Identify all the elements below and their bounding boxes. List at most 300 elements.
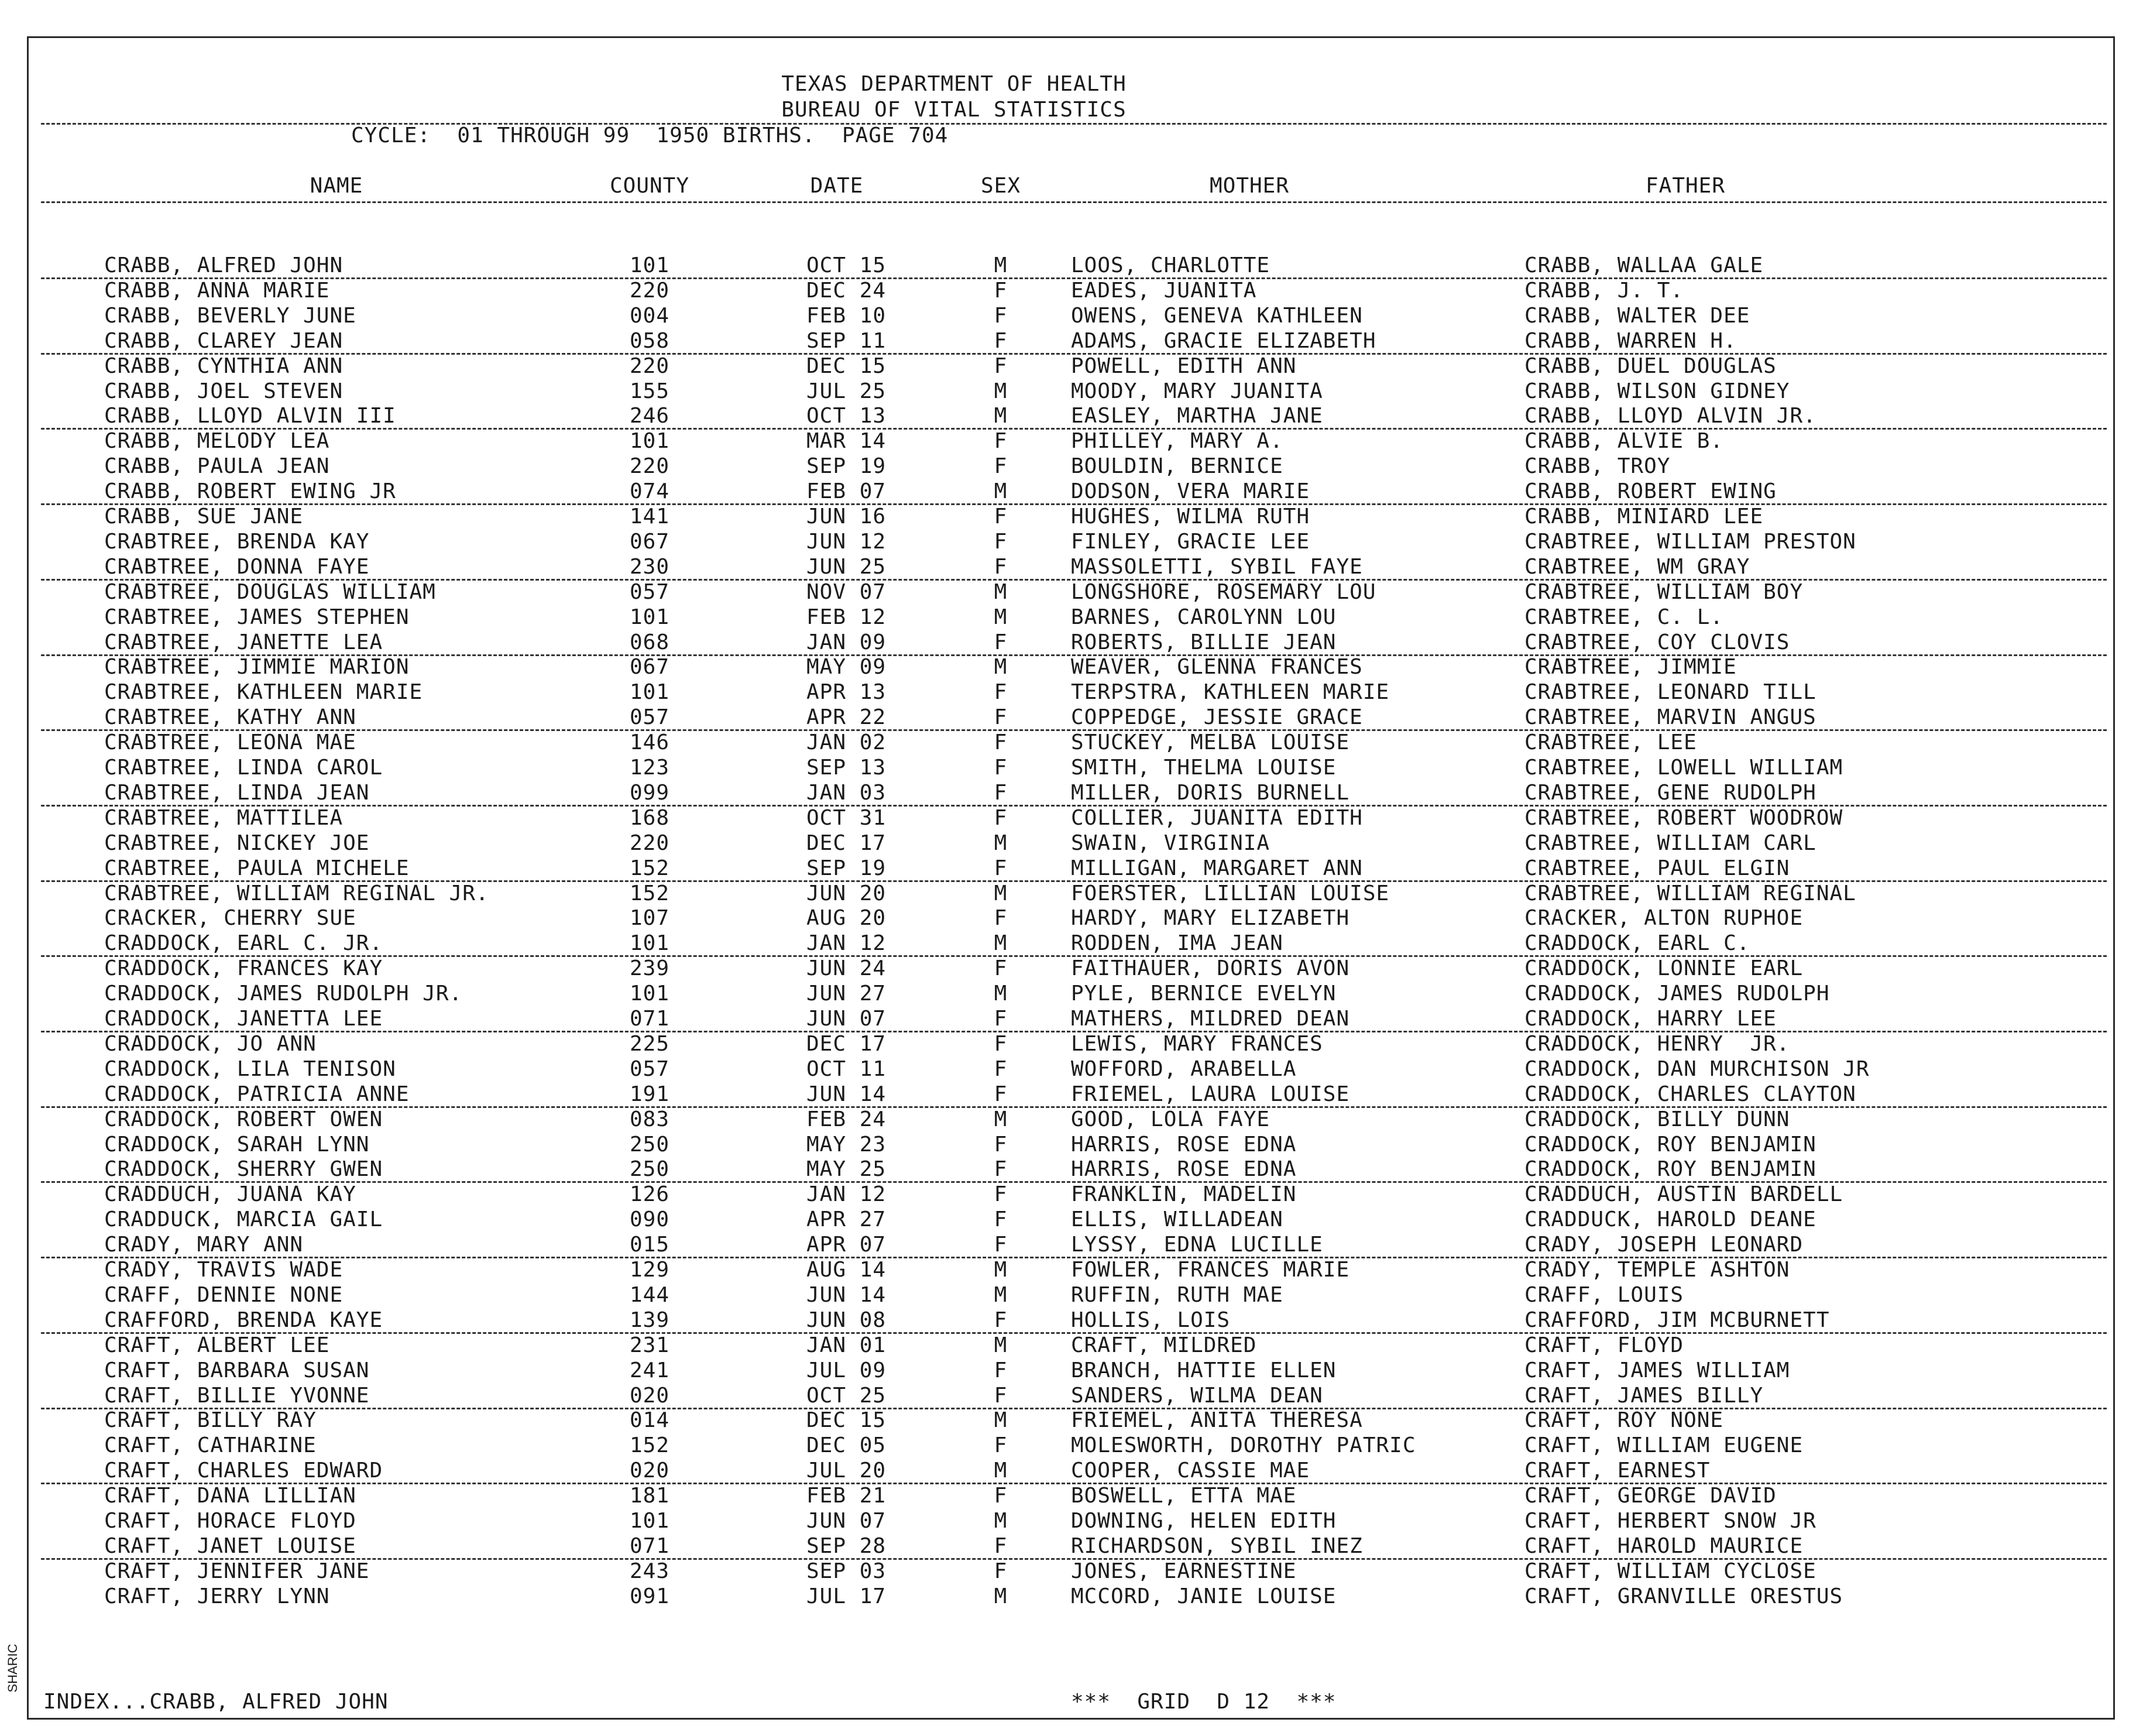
cell-sex: F [994, 328, 1008, 353]
cell-date: FEB 10 [806, 303, 887, 328]
cell-name: CRABB, PAULA JEAN [104, 454, 330, 479]
cell-county: 220 [629, 831, 670, 855]
cell-name: CRAFT, JANET LOUISE [104, 1533, 356, 1558]
cell-mother: STUCKEY, MELBA LOUISE [1071, 730, 1350, 755]
cell-name: CRABB, ALFRED JOHN [104, 253, 344, 277]
cell-mother: JONES, EARNESTINE [1071, 1559, 1297, 1583]
cell-mother: FINLEY, GRACIE LEE [1071, 529, 1310, 554]
cell-date: MAY 09 [806, 655, 887, 680]
cell-father: CRAFT, WILLIAM EUGENE [1524, 1433, 1804, 1458]
cell-name: CRADDOCK, ROBERT OWEN [104, 1107, 383, 1131]
cell-sex: M [994, 1459, 1008, 1483]
cell-father: CRADDOCK, BILLY DUNN [1524, 1107, 1790, 1131]
cell-sex: F [994, 1533, 1008, 1558]
cell-name: CRABTREE, PAULA MICHELE [104, 856, 410, 880]
column-header-date: DATE [810, 174, 864, 198]
cell-county: 168 [629, 805, 670, 830]
cell-father: CRABTREE, LOWELL WILLIAM [1524, 756, 1843, 780]
cell-mother: HARRIS, ROSE EDNA [1071, 1157, 1297, 1182]
cell-date: DEC 15 [806, 354, 887, 378]
cell-name: CRABTREE, LINDA CAROL [104, 756, 383, 780]
cell-sex: M [994, 1509, 1008, 1533]
cell-name: CRABTREE, MATTILEA [104, 805, 344, 830]
cell-father: CRADDUCK, HAROLD DEANE [1524, 1207, 1816, 1232]
cell-county: 057 [629, 705, 670, 730]
cell-father: CRABB, ALVIE B. [1524, 429, 1724, 454]
cell-mother: PYLE, BERNICE EVELYN [1071, 982, 1337, 1006]
cell-sex: F [994, 1157, 1008, 1182]
cell-father: CRAFT, HAROLD MAURICE [1524, 1533, 1804, 1558]
cell-name: CRABB, ANNA MARIE [104, 278, 330, 303]
cell-father: CRADDOCK, HARRY LEE [1524, 1007, 1777, 1031]
cell-date: JAN 12 [806, 1182, 887, 1207]
cell-father: CRABTREE, COY CLOVIS [1524, 630, 1790, 654]
cell-date: JUN 08 [806, 1308, 887, 1332]
cell-mother: ADAMS, GRACIE ELIZABETH [1071, 328, 1376, 353]
cell-sex: F [994, 1383, 1008, 1408]
cell-mother: HARDY, MARY ELIZABETH [1071, 906, 1350, 931]
cell-father: CRABTREE, LEE [1524, 730, 1697, 755]
cell-date: JUL 20 [806, 1459, 887, 1483]
cell-name: CRABTREE, DONNA FAYE [104, 554, 370, 579]
cell-mother: MOLESWORTH, DOROTHY PATRIC [1071, 1433, 1416, 1458]
column-header-county: COUNTY [609, 174, 690, 198]
cell-father: CRABTREE, WILLIAM REGINAL [1524, 881, 1856, 905]
agency-title: TEXAS DEPARTMENT OF HEALTH [781, 72, 1127, 96]
cell-father: CRADDOCK, EARL C. [1524, 931, 1750, 956]
cell-mother: COPPEDGE, JESSIE GRACE [1071, 705, 1363, 730]
cell-name: CRADDOCK, EARL C. JR. [104, 931, 383, 956]
cell-mother: HUGHES, WILMA RUTH [1071, 505, 1310, 529]
cell-father: CRAFFORD, JIM MCBURNETT [1524, 1308, 1830, 1332]
cell-county: 020 [629, 1459, 670, 1483]
cell-mother: COLLIER, JUANITA EDITH [1071, 805, 1363, 830]
cell-date: JUN 24 [806, 956, 887, 981]
cell-date: JUN 25 [806, 554, 887, 579]
cell-name: CRAFFORD, BRENDA KAYE [104, 1308, 383, 1332]
column-header-father: FATHER [1645, 174, 1726, 198]
cell-name: CRADDOCK, JANETTA LEE [104, 1007, 383, 1031]
cell-name: CRADDUCH, JUANA KAY [104, 1182, 356, 1207]
cell-mother: FRIEMEL, LAURA LOUISE [1071, 1082, 1350, 1106]
cell-county: 220 [629, 278, 670, 303]
cell-father: CRABB, WARREN H. [1524, 328, 1737, 353]
cell-name: CRAFT, CATHARINE [104, 1433, 317, 1458]
cell-father: CRABB, WALTER DEE [1524, 303, 1750, 328]
cell-date: JUL 17 [806, 1584, 887, 1608]
cell-name: CRABTREE, WILLIAM REGINAL JR. [104, 881, 489, 905]
cell-mother: BOULDIN, BERNICE [1071, 454, 1283, 479]
cell-date: AUG 14 [806, 1258, 887, 1282]
cell-mother: SMITH, THELMA LOUISE [1071, 756, 1337, 780]
cell-date: JAN 01 [806, 1333, 887, 1357]
cell-county: 067 [629, 529, 670, 554]
cell-name: CRADDOCK, SHERRY GWEN [104, 1157, 383, 1182]
cell-county: 091 [629, 1584, 670, 1608]
cell-name: CRABTREE, KATHY ANN [104, 705, 356, 730]
cell-sex: F [994, 454, 1008, 479]
cell-father: CRAFT, ROY NONE [1524, 1408, 1724, 1433]
cell-father: CRABTREE, JIMMIE [1524, 655, 1737, 680]
cell-father: CRAFT, FLOYD [1524, 1333, 1684, 1357]
grid-footer: *** GRID D 12 *** [1071, 1690, 1337, 1714]
cell-date: JAN 12 [806, 931, 887, 956]
cell-name: CRABTREE, NICKEY JOE [104, 831, 370, 855]
cell-name: CRAFT, BILLIE YVONNE [104, 1383, 370, 1408]
cell-date: MAY 25 [806, 1157, 887, 1182]
cell-name: CRABB, JOEL STEVEN [104, 379, 344, 403]
cell-father: CRADDOCK, DAN MURCHISON JR [1524, 1056, 1870, 1081]
cell-sex: F [994, 529, 1008, 554]
cell-father: CRABTREE, ROBERT WOODROW [1524, 805, 1843, 830]
cell-mother: MILLIGAN, MARGARET ANN [1071, 856, 1363, 880]
cell-date: DEC 05 [806, 1433, 887, 1458]
cell-mother: BARNES, CAROLYNN LOU [1071, 605, 1337, 629]
cell-date: SEP 11 [806, 328, 887, 353]
cell-county: 141 [629, 505, 670, 529]
cell-date: OCT 31 [806, 805, 887, 830]
cell-mother: CRAFT, MILDRED [1071, 1333, 1257, 1357]
cell-name: CRABB, SUE JANE [104, 505, 304, 529]
cell-mother: LYSSY, EDNA LUCILLE [1071, 1233, 1323, 1257]
cell-name: CRAFT, HORACE FLOYD [104, 1509, 356, 1533]
cell-father: CRABTREE, WILLIAM CARL [1524, 831, 1816, 855]
cell-date: MAR 14 [806, 429, 887, 454]
cell-mother: MILLER, DORIS BURNELL [1071, 780, 1350, 805]
cell-county: 101 [629, 429, 670, 454]
cell-name: CRAFT, BARBARA SUSAN [104, 1358, 370, 1382]
cell-county: 246 [629, 404, 670, 428]
cell-date: FEB 12 [806, 605, 887, 629]
cell-father: CRABB, MINIARD LEE [1524, 505, 1764, 529]
cell-mother: FRIEMEL, ANITA THERESA [1071, 1408, 1363, 1433]
cell-county: 071 [629, 1533, 670, 1558]
cell-sex: F [994, 756, 1008, 780]
index-footer: INDEX...CRABB, ALFRED JOHN [43, 1690, 389, 1714]
cell-name: CRABB, MELODY LEA [104, 429, 330, 454]
cell-county: 146 [629, 730, 670, 755]
cell-sex: M [994, 605, 1008, 629]
cell-county: 139 [629, 1308, 670, 1332]
cell-county: 243 [629, 1559, 670, 1583]
cell-name: CRABTREE, BRENDA KAY [104, 529, 370, 554]
cell-sex: M [994, 253, 1008, 277]
cell-mother: LEWIS, MARY FRANCES [1071, 1031, 1323, 1056]
cell-mother: EADES, JUANITA [1071, 278, 1257, 303]
cell-name: CRAFT, ALBERT LEE [104, 1333, 330, 1357]
cell-sex: F [994, 1182, 1008, 1207]
cell-mother: COOPER, CASSIE MAE [1071, 1459, 1310, 1483]
bureau-title: BUREAU OF VITAL STATISTICS [781, 98, 1127, 122]
cell-name: CRADDOCK, LILA TENISON [104, 1056, 396, 1081]
cell-county: 071 [629, 1007, 670, 1031]
cell-date: NOV 07 [806, 579, 887, 604]
cell-mother: LOOS, CHARLOTTE [1071, 253, 1270, 277]
cell-county: 250 [629, 1132, 670, 1157]
cell-mother: FAITHAUER, DORIS AVON [1071, 956, 1350, 981]
cell-sex: F [994, 1233, 1008, 1257]
cell-date: JUL 25 [806, 379, 887, 403]
cell-county: 123 [629, 756, 670, 780]
cell-father: CRADDOCK, HENRY JR. [1524, 1031, 1790, 1056]
cell-name: CRADDOCK, FRANCES KAY [104, 956, 383, 981]
cell-father: CRABB, ROBERT EWING [1524, 479, 1777, 504]
cell-father: CRADDOCK, JAMES RUDOLPH [1524, 982, 1830, 1006]
cell-sex: F [994, 554, 1008, 579]
cell-name: CRADDOCK, JO ANN [104, 1031, 317, 1056]
cell-sex: F [994, 1031, 1008, 1056]
cell-father: CRAFT, HERBERT SNOW JR [1524, 1509, 1816, 1533]
cell-name: CRADY, TRAVIS WADE [104, 1258, 344, 1282]
cell-date: OCT 13 [806, 404, 887, 428]
cell-sex: F [994, 1056, 1008, 1081]
cell-father: CRABB, WALLAA GALE [1524, 253, 1764, 277]
cell-name: CRAFT, DANA LILLIAN [104, 1484, 356, 1508]
cell-sex: F [994, 1207, 1008, 1232]
cell-mother: DODSON, VERA MARIE [1071, 479, 1310, 504]
cell-father: CRACKER, ALTON RUPHOE [1524, 906, 1804, 931]
cell-name: CRABTREE, JANETTE LEA [104, 630, 383, 654]
cell-name: CRADDOCK, PATRICIA ANNE [104, 1082, 410, 1106]
cell-father: CRABTREE, WILLIAM BOY [1524, 579, 1804, 604]
cell-sex: F [994, 278, 1008, 303]
cell-name: CRAFT, CHARLES EDWARD [104, 1459, 383, 1483]
cell-sex: F [994, 1308, 1008, 1332]
cell-date: FEB 24 [806, 1107, 887, 1131]
cell-date: DEC 17 [806, 831, 887, 855]
cell-county: 057 [629, 579, 670, 604]
cell-date: MAY 23 [806, 1132, 887, 1157]
cell-mother: ROBERTS, BILLIE JEAN [1071, 630, 1337, 654]
cell-county: 099 [629, 780, 670, 805]
cell-sex: F [994, 1484, 1008, 1508]
cell-father: CRAFT, EARNEST [1524, 1459, 1711, 1483]
cell-father: CRABB, J. T. [1524, 278, 1684, 303]
cell-mother: RODDEN, IMA JEAN [1071, 931, 1283, 956]
cell-sex: F [994, 429, 1008, 454]
cell-sex: F [994, 730, 1008, 755]
cell-father: CRAFT, GEORGE DAVID [1524, 1484, 1777, 1508]
cell-father: CRADY, TEMPLE ASHTON [1524, 1258, 1790, 1282]
cell-date: DEC 24 [806, 278, 887, 303]
cell-county: 220 [629, 454, 670, 479]
cell-sex: F [994, 505, 1008, 529]
cell-sex: M [994, 1107, 1008, 1131]
cell-sex: F [994, 1007, 1008, 1031]
cell-mother: FOERSTER, LILLIAN LOUISE [1071, 881, 1390, 905]
cell-mother: DOWNING, HELEN EDITH [1071, 1509, 1337, 1533]
cell-date: DEC 15 [806, 1408, 887, 1433]
cell-county: 074 [629, 479, 670, 504]
cell-sex: F [994, 856, 1008, 880]
cell-father: CRABTREE, GENE RUDOLPH [1524, 780, 1816, 805]
cell-father: CRABTREE, WILLIAM PRESTON [1524, 529, 1856, 554]
cell-sex: M [994, 831, 1008, 855]
cell-sex: M [994, 1584, 1008, 1608]
cell-date: FEB 07 [806, 479, 887, 504]
cell-sex: F [994, 1132, 1008, 1157]
cell-mother: BOSWELL, ETTA MAE [1071, 1484, 1297, 1508]
column-header-sex: SEX [980, 174, 1021, 198]
cell-name: CRAFT, JERRY LYNN [104, 1584, 330, 1608]
cell-name: CRABTREE, JAMES STEPHEN [104, 605, 410, 629]
cell-county: 250 [629, 1157, 670, 1182]
cell-father: CRADDOCK, CHARLES CLAYTON [1524, 1082, 1856, 1106]
cell-father: CRADDOCK, ROY BENJAMIN [1524, 1132, 1816, 1157]
cell-county: 155 [629, 379, 670, 403]
cell-name: CRAFT, BILLY RAY [104, 1408, 317, 1433]
cell-county: 015 [629, 1233, 670, 1257]
cell-mother: ELLIS, WILLADEAN [1071, 1207, 1283, 1232]
cell-sex: M [994, 1333, 1008, 1357]
cell-father: CRABB, TROY [1524, 454, 1671, 479]
cell-mother: HARRIS, ROSE EDNA [1071, 1132, 1297, 1157]
cell-date: OCT 11 [806, 1056, 887, 1081]
cell-date: SEP 28 [806, 1533, 887, 1558]
cell-county: 101 [629, 680, 670, 705]
cell-date: JUN 12 [806, 529, 887, 554]
cell-mother: OWENS, GENEVA KATHLEEN [1071, 303, 1363, 328]
cell-date: JUN 14 [806, 1282, 887, 1307]
cell-county: 107 [629, 906, 670, 931]
cell-sex: M [994, 931, 1008, 956]
cell-date: JUL 09 [806, 1358, 887, 1382]
cell-name: CRADY, MARY ANN [104, 1233, 304, 1257]
cell-mother: WEAVER, GLENNA FRANCES [1071, 655, 1363, 680]
cell-sex: F [994, 1433, 1008, 1458]
cell-county: 129 [629, 1258, 670, 1282]
cell-date: JUN 07 [806, 1509, 887, 1533]
cell-mother: HOLLIS, LOIS [1071, 1308, 1231, 1332]
cell-date: JUN 27 [806, 982, 887, 1006]
cell-sex: F [994, 1082, 1008, 1106]
cell-mother: POWELL, EDITH ANN [1071, 354, 1297, 378]
cell-date: APR 27 [806, 1207, 887, 1232]
cell-mother: RUFFIN, RUTH MAE [1071, 1282, 1283, 1307]
cell-sex: F [994, 1559, 1008, 1583]
cell-name: CRABB, ROBERT EWING JR [104, 479, 396, 504]
cell-date: JAN 03 [806, 780, 887, 805]
cell-sex: F [994, 680, 1008, 705]
cell-sex: F [994, 906, 1008, 931]
cell-date: SEP 19 [806, 454, 887, 479]
cell-sex: M [994, 404, 1008, 428]
cell-father: CRADDUCH, AUSTIN BARDELL [1524, 1182, 1843, 1207]
cell-father: CRABTREE, WM GRAY [1524, 554, 1750, 579]
cell-father: CRAFT, JAMES WILLIAM [1524, 1358, 1790, 1382]
cell-county: 068 [629, 630, 670, 654]
cell-name: CRABTREE, LEONA MAE [104, 730, 356, 755]
cell-name: CRADDOCK, SARAH LYNN [104, 1132, 370, 1157]
cell-sex: F [994, 705, 1008, 730]
cell-date: OCT 25 [806, 1383, 887, 1408]
cell-mother: SANDERS, WILMA DEAN [1071, 1383, 1323, 1408]
cell-date: APR 22 [806, 705, 887, 730]
cell-sex: M [994, 982, 1008, 1006]
cell-date: JUN 16 [806, 505, 887, 529]
cell-county: 220 [629, 354, 670, 378]
cell-date: JUN 14 [806, 1082, 887, 1106]
cell-name: CRABTREE, JIMMIE MARION [104, 655, 410, 680]
cell-mother: BRANCH, HATTIE ELLEN [1071, 1358, 1337, 1382]
cell-name: CRABB, CYNTHIA ANN [104, 354, 344, 378]
cell-mother: PHILLEY, MARY A. [1071, 429, 1283, 454]
cell-mother: MCCORD, JANIE LOUISE [1071, 1584, 1337, 1608]
cell-date: APR 13 [806, 680, 887, 705]
cell-mother: SWAIN, VIRGINIA [1071, 831, 1270, 855]
cell-date: JUN 20 [806, 881, 887, 905]
cell-name: CRABB, CLAREY JEAN [104, 328, 344, 353]
column-header-rule [41, 201, 2107, 203]
column-header-name: NAME [310, 174, 363, 198]
cell-mother: WOFFORD, ARABELLA [1071, 1056, 1297, 1081]
cell-county: 101 [629, 982, 670, 1006]
cell-father: CRAFF, LOUIS [1524, 1282, 1684, 1307]
cell-mother: GOOD, LOLA FAYE [1071, 1107, 1270, 1131]
cell-sex: M [994, 1282, 1008, 1307]
cell-mother: MASSOLETTI, SYBIL FAYE [1071, 554, 1363, 579]
cell-sex: M [994, 479, 1008, 504]
cell-date: DEC 17 [806, 1031, 887, 1056]
cell-county: 014 [629, 1408, 670, 1433]
cell-mother: FOWLER, FRANCES MARIE [1071, 1258, 1350, 1282]
cell-name: CRABB, LLOYD ALVIN III [104, 404, 396, 428]
cell-name: CRAFF, DENNIE NONE [104, 1282, 344, 1307]
cell-father: CRABTREE, LEONARD TILL [1524, 680, 1816, 705]
cell-sex: F [994, 630, 1008, 654]
cell-father: CRADDOCK, ROY BENJAMIN [1524, 1157, 1816, 1182]
cell-county: 225 [629, 1031, 670, 1056]
cell-name: CRADDUCK, MARCIA GAIL [104, 1207, 383, 1232]
cell-sex: M [994, 881, 1008, 905]
cell-county: 067 [629, 655, 670, 680]
cell-name: CRADDOCK, JAMES RUDOLPH JR. [104, 982, 463, 1006]
cell-mother: TERPSTRA, KATHLEEN MARIE [1071, 680, 1390, 705]
cell-sex: M [994, 655, 1008, 680]
cell-name: CRAFT, JENNIFER JANE [104, 1559, 370, 1583]
cell-date: OCT 15 [806, 253, 887, 277]
cell-county: 101 [629, 605, 670, 629]
cell-father: CRADDOCK, LONNIE EARL [1524, 956, 1804, 981]
cell-sex: M [994, 1408, 1008, 1433]
cell-name: CRACKER, CHERRY SUE [104, 906, 356, 931]
cell-county: 181 [629, 1484, 670, 1508]
cell-father: CRABTREE, C. L. [1524, 605, 1724, 629]
cell-date: JAN 09 [806, 630, 887, 654]
cell-mother: LONGSHORE, ROSEMARY LOU [1071, 579, 1376, 604]
cell-county: 004 [629, 303, 670, 328]
cell-father: CRAFT, WILLIAM CYCLOSE [1524, 1559, 1816, 1583]
cell-county: 152 [629, 1433, 670, 1458]
cell-county: 230 [629, 554, 670, 579]
cycle-line: CYCLE: 01 THROUGH 99 1950 BIRTHS. PAGE 704 [351, 123, 949, 147]
cell-county: 126 [629, 1182, 670, 1207]
cell-mother: RICHARDSON, SYBIL INEZ [1071, 1533, 1363, 1558]
cell-county: 057 [629, 1056, 670, 1081]
cell-county: 191 [629, 1082, 670, 1106]
cell-father: CRABTREE, PAUL ELGIN [1524, 856, 1790, 880]
cell-county: 231 [629, 1333, 670, 1357]
cell-county: 083 [629, 1107, 670, 1131]
cell-date: SEP 13 [806, 756, 887, 780]
cell-date: SEP 19 [806, 856, 887, 880]
cell-date: JUN 07 [806, 1007, 887, 1031]
cell-date: FEB 21 [806, 1484, 887, 1508]
cell-mother: MOODY, MARY JUANITA [1071, 379, 1323, 403]
cell-sex: F [994, 303, 1008, 328]
cell-county: 020 [629, 1383, 670, 1408]
cell-name: CRABTREE, LINDA JEAN [104, 780, 370, 805]
